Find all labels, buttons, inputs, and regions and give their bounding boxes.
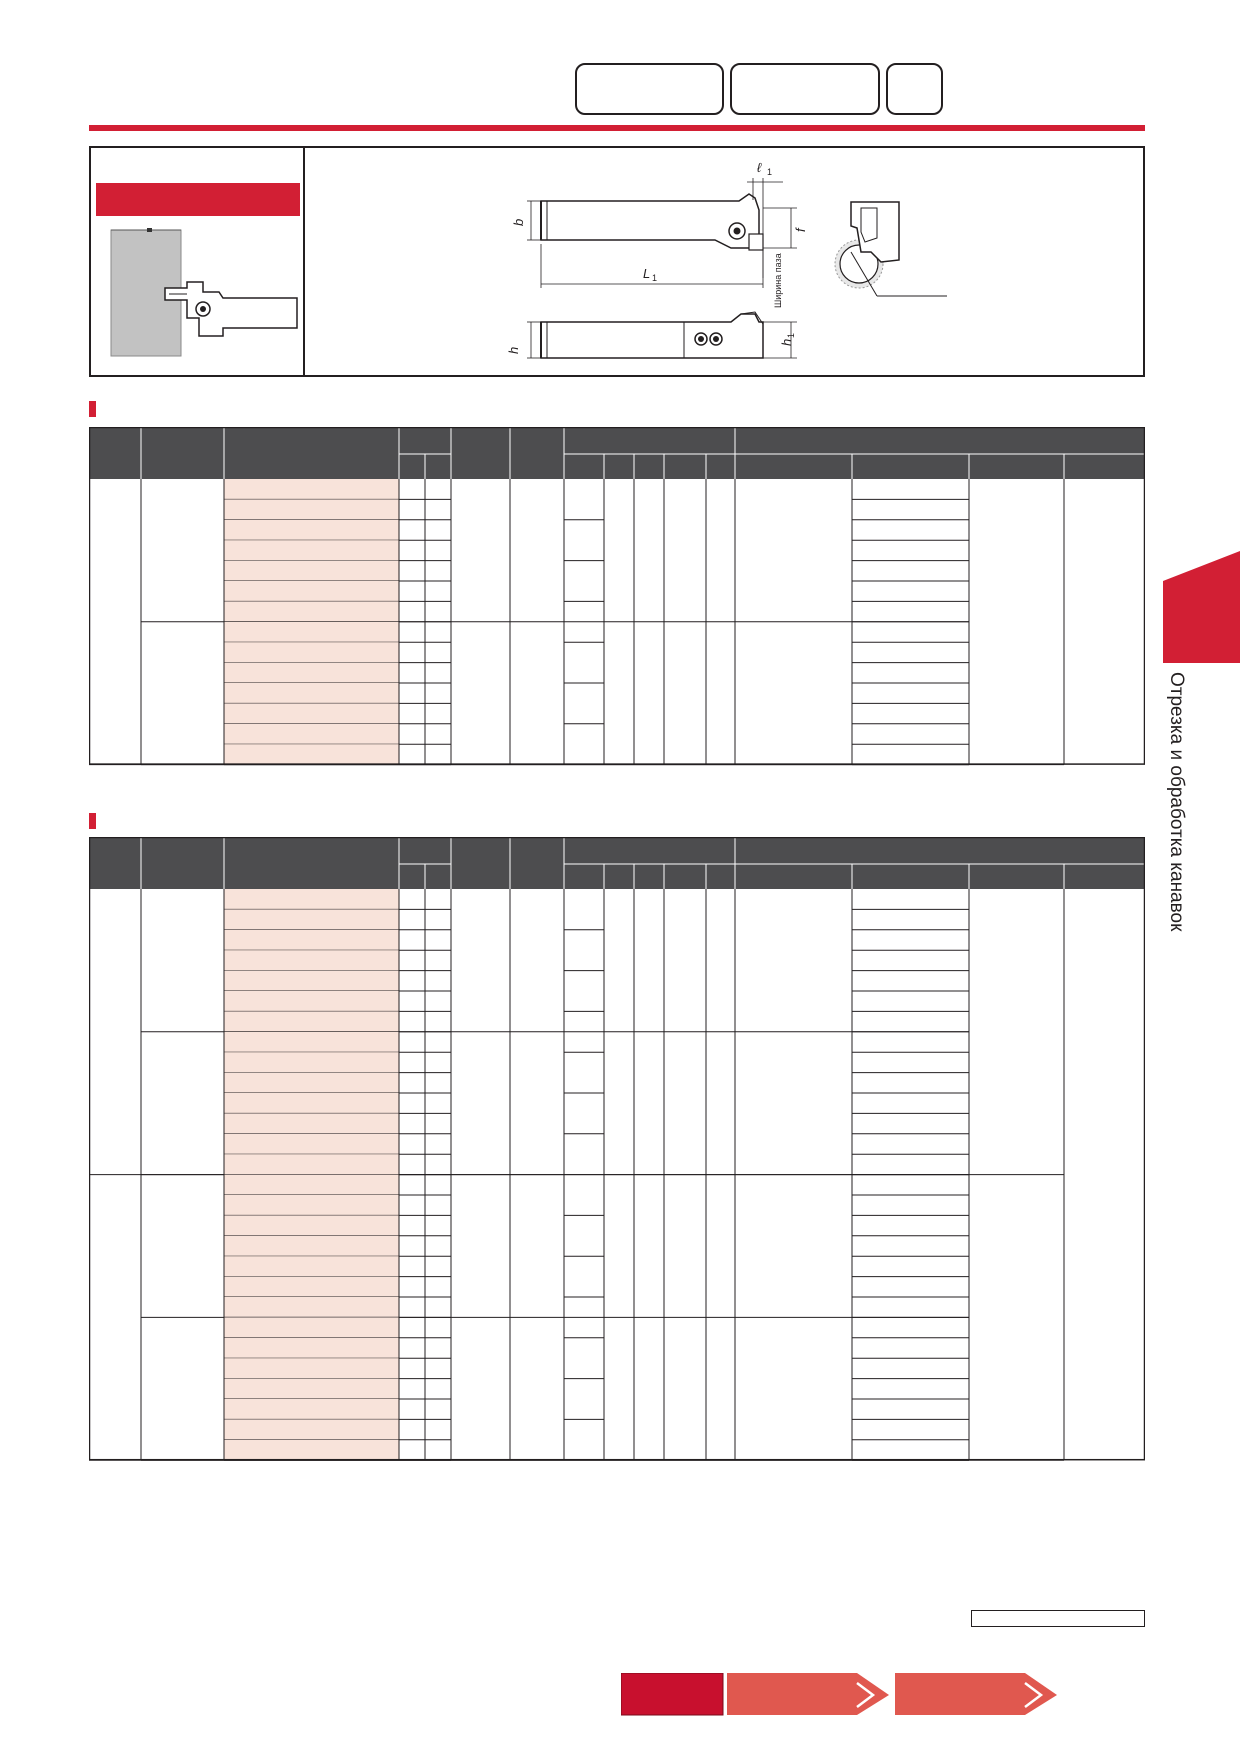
item-code-cell (224, 683, 399, 703)
table-2 (89, 837, 1145, 1469)
item-code-cell (224, 909, 399, 929)
header-tab-3[interactable] (886, 63, 943, 115)
table-header (89, 837, 1145, 889)
item-code-cell (224, 1379, 399, 1399)
h-label: h (506, 346, 521, 354)
item-code-cell (224, 663, 399, 683)
table-1-grid (89, 427, 1145, 769)
item-code-cell (224, 601, 399, 621)
item-code-cell (224, 744, 399, 764)
L1-sub-label: 1 (652, 273, 658, 283)
holder-top-view (541, 194, 763, 250)
table-header (89, 427, 1145, 479)
header-tab-1[interactable] (575, 63, 724, 115)
item-code-cell (224, 1338, 399, 1358)
h1-label: h (779, 338, 794, 346)
item-code-cell (224, 1154, 399, 1174)
item-code-cell (224, 1052, 399, 1072)
footer-note-box (971, 1610, 1145, 1627)
item-code-cell (224, 889, 399, 909)
item-code-cell (224, 1297, 399, 1317)
item-code-cell (224, 1195, 399, 1215)
nav-button-3[interactable] (895, 1673, 1059, 1717)
L1-label: L (643, 266, 651, 281)
item-code-cell (224, 971, 399, 991)
item-code-cell (224, 950, 399, 970)
item-code-cell (224, 1358, 399, 1378)
item-code-cell (224, 479, 399, 499)
item-code-cell (224, 930, 399, 950)
item-code-cell (224, 1175, 399, 1195)
l1-sub-label: 1 (767, 167, 773, 177)
holder-side-view (541, 312, 763, 358)
item-code-cell (224, 1277, 399, 1297)
item-code-cell (224, 1399, 399, 1419)
side-section-tab[interactable] (1163, 551, 1240, 663)
groove-width-label: Ширина паза (773, 253, 783, 308)
item-code-cell (224, 1011, 399, 1031)
l1-label: ℓ (757, 160, 762, 175)
item-code-cell (224, 520, 399, 540)
item-code-cell (224, 1134, 399, 1154)
section-marker-2 (89, 813, 96, 829)
item-code-cell (224, 622, 399, 642)
nav-button-2[interactable] (727, 1673, 891, 1717)
item-code-cell (224, 499, 399, 519)
side-section-label: Отрезка и обработка канавок (1166, 672, 1187, 932)
h1-sub-label: 1 (786, 332, 796, 338)
item-code-cell (224, 1032, 399, 1052)
product-overview-panel (89, 146, 1145, 377)
header-tab-2[interactable] (730, 63, 880, 115)
item-code-cell (224, 991, 399, 1011)
table-2-grid (89, 837, 1145, 1469)
item-code-cell (224, 642, 399, 662)
nav-button-1[interactable] (621, 1673, 725, 1717)
item-code-cell (224, 703, 399, 723)
section-marker-1 (89, 401, 96, 417)
item-code-cell (224, 540, 399, 560)
table-1 (89, 427, 1145, 769)
item-code-cell (224, 1317, 399, 1337)
b-label: b (511, 218, 526, 226)
item-code-cell (224, 1073, 399, 1093)
workpiece-view (835, 202, 947, 296)
item-code-cell (224, 1215, 399, 1235)
item-code-cell (224, 1093, 399, 1113)
item-code-cell (224, 1256, 399, 1276)
item-code-cell (224, 1113, 399, 1133)
f-label: f (793, 228, 808, 232)
item-code-cell (224, 561, 399, 581)
item-code-cell (224, 1419, 399, 1439)
dimension-diagram (91, 148, 1147, 375)
item-code-cell (224, 1440, 399, 1460)
header-red-rule (89, 125, 1145, 131)
item-code-cell (224, 724, 399, 744)
item-code-cell (224, 581, 399, 601)
item-code-cell (224, 1236, 399, 1256)
